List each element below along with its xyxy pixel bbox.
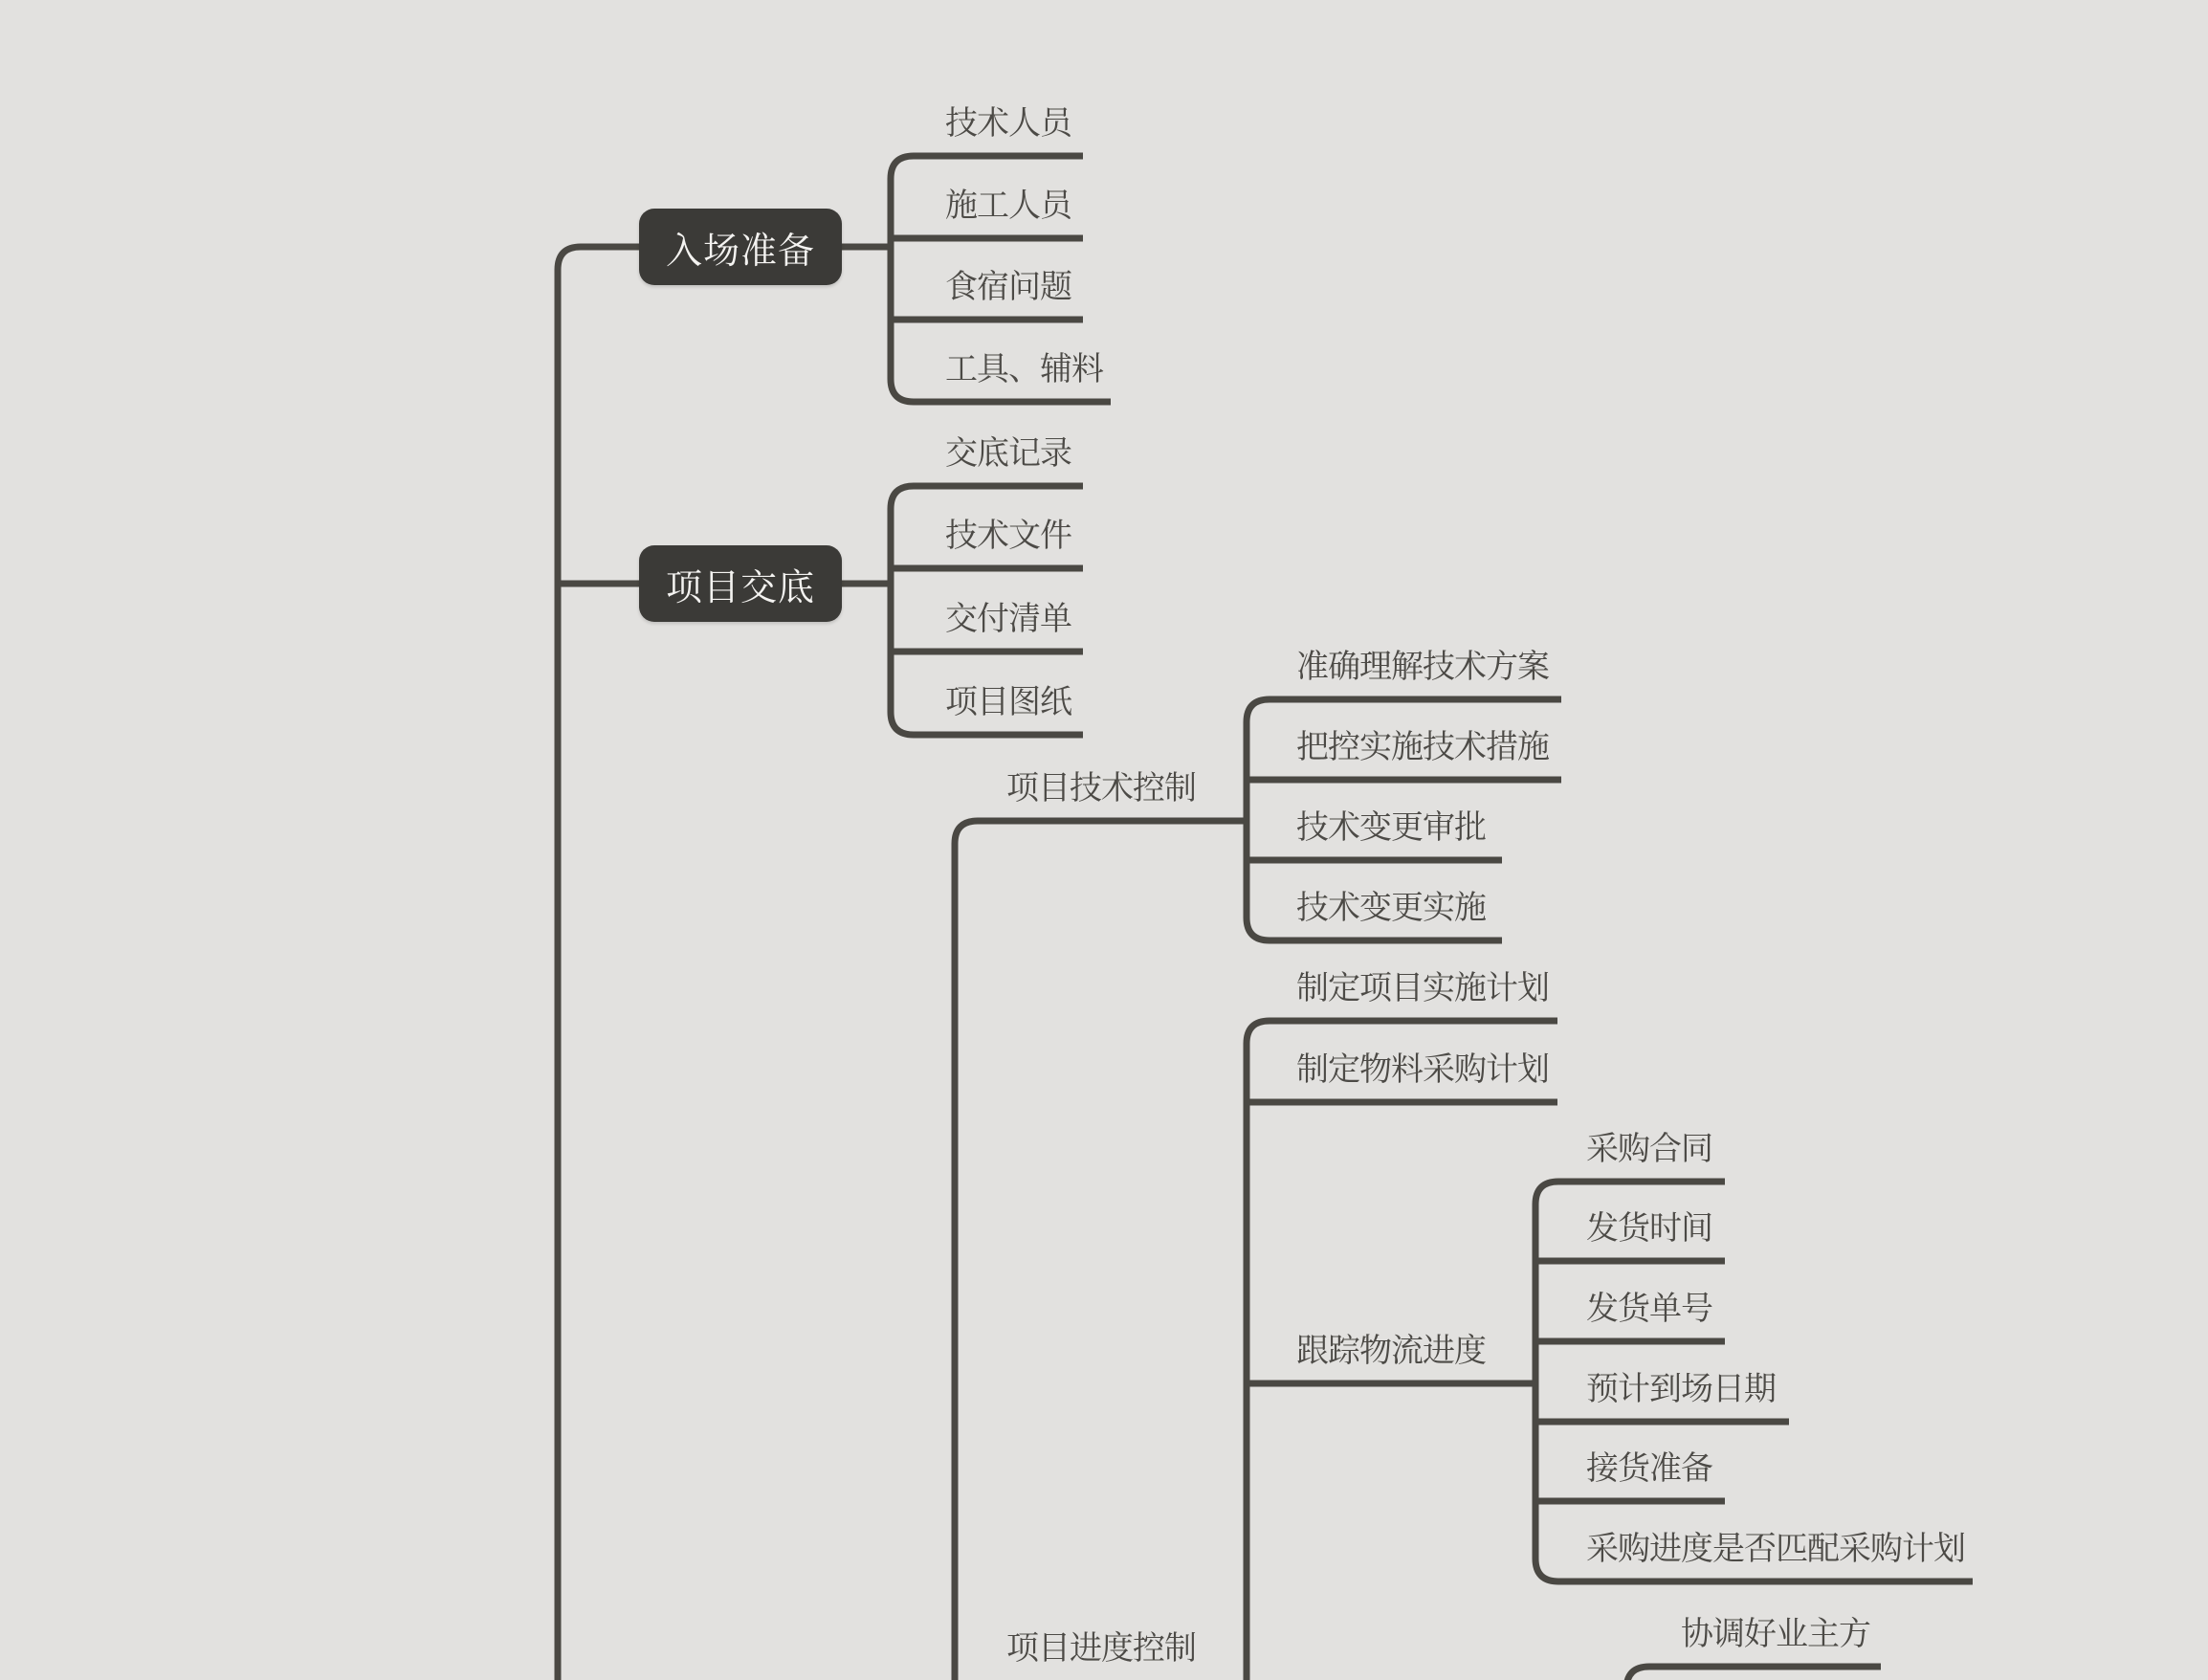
node-implementation-measures[interactable]: 把控实施技术措施 (1296, 729, 1549, 765)
node-entry-preparation[interactable]: 入场准备 (639, 209, 842, 285)
node-construction-staff[interactable]: 施工人员 (945, 188, 1071, 224)
node-shipping-time[interactable]: 发货时间 (1586, 1210, 1712, 1247)
node-expected-arrival-date[interactable]: 预计到场日期 (1586, 1371, 1776, 1407)
node-shipping-number[interactable]: 发货单号 (1586, 1291, 1712, 1327)
node-owner-coordination[interactable]: 协调好业主方 (1681, 1616, 1870, 1652)
node-change-approval[interactable]: 技术变更审批 (1296, 809, 1486, 846)
node-understand-solution[interactable]: 准确理解技术方案 (1296, 649, 1549, 685)
node-project-drawings[interactable]: 项目图纸 (945, 684, 1071, 720)
node-delivery-list[interactable]: 交付清单 (945, 601, 1071, 637)
node-receiving-preparation[interactable]: 接货准备 (1586, 1450, 1712, 1487)
node-progress-control[interactable]: 项目进度控制 (1006, 1630, 1196, 1667)
node-implementation-plan[interactable]: 制定项目实施计划 (1296, 970, 1549, 1006)
node-technical-documents[interactable]: 技术文件 (945, 518, 1071, 554)
node-accommodation[interactable]: 食宿问题 (945, 269, 1071, 305)
node-purchase-contract[interactable]: 采购合同 (1586, 1131, 1712, 1167)
node-project-briefing[interactable]: 项目交底 (639, 545, 842, 622)
node-procurement-plan[interactable]: 制定物料采购计划 (1296, 1051, 1549, 1088)
node-logistics-tracking[interactable]: 跟踪物流进度 (1296, 1333, 1486, 1369)
node-technical-staff[interactable]: 技术人员 (945, 105, 1071, 142)
node-briefing-record[interactable]: 交底记录 (945, 435, 1071, 472)
node-tools-materials[interactable]: 工具、辅料 (945, 351, 1103, 387)
node-change-implementation[interactable]: 技术变更实施 (1296, 890, 1486, 926)
node-progress-matches-plan[interactable]: 采购进度是否匹配采购计划 (1586, 1531, 1965, 1567)
node-technical-control[interactable]: 项目技术控制 (1006, 770, 1196, 807)
